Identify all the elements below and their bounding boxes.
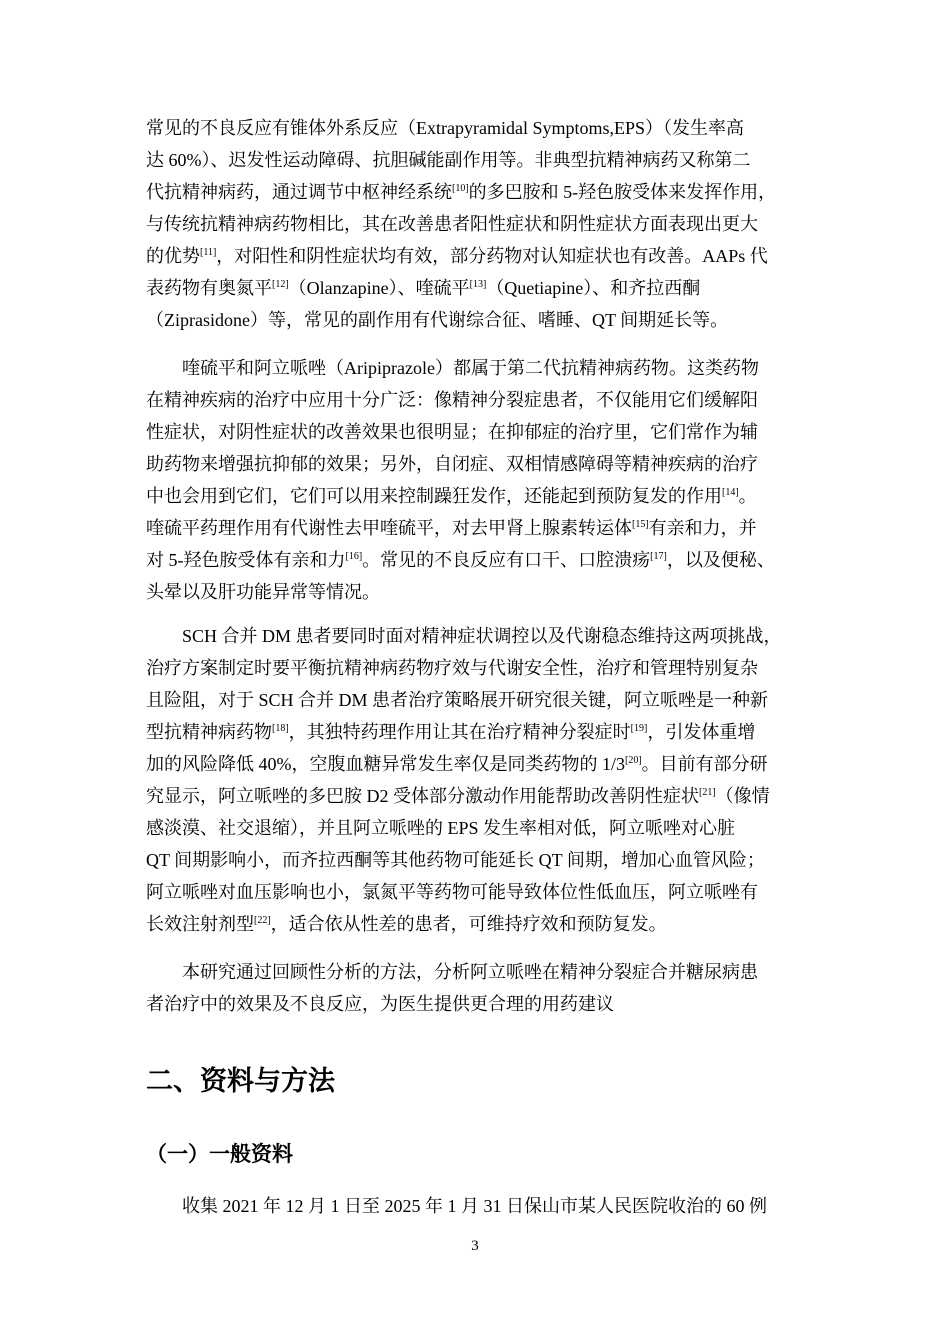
- text-line: [146, 416, 806, 448]
- citation-ref: [20]: [625, 755, 642, 766]
- text-run: ，以及便秘、: [666, 550, 775, 570]
- text-line: [146, 844, 806, 876]
- text-run: 治疗方案制定时要平衡抗精神病药物疗效与代谢安全性，治疗和管理特别复杂: [146, 658, 758, 678]
- text-run: 与传统抗精神病药物相比，其在改善患者阳性症状和阴性症状方面表现出更大: [146, 214, 758, 234]
- text-run: 在精神疾病的治疗中应用十分广泛：像精神分裂症患者，不仅能用它们缓解阳: [146, 390, 758, 410]
- text-line: [146, 876, 806, 908]
- text-line: [146, 988, 806, 1020]
- text-run: 对 5-羟色胺受体有亲和力: [146, 550, 346, 570]
- text-run: 。: [738, 486, 757, 506]
- text-run: 。目前有部分研: [641, 754, 768, 774]
- text-line: [146, 780, 806, 812]
- text-line: [182, 956, 806, 988]
- text-run: ，其独特药理作用让其在治疗精神分裂症时: [288, 722, 631, 742]
- citation-ref: [15]: [632, 519, 649, 530]
- citation-ref: [19]: [630, 723, 648, 734]
- section-heading: 二、资料与方法: [146, 1066, 335, 1097]
- text-run: 代抗精神病药，通过调节中枢神经系统: [146, 182, 452, 202]
- text-line: [146, 576, 806, 608]
- text-run: 收集 2021 年 12 月 1 日至 2025 年 1 月 31 日保山市某人民医院收治的 60 例: [182, 1196, 767, 1216]
- page-number: 3: [471, 1238, 479, 1254]
- text-run: 。常见的不良反应有口干、口腔溃疡: [362, 550, 651, 570]
- text-run: 头晕以及肝功能异常等情况。: [146, 582, 380, 602]
- text-run: 常见的不良反应有锥体外系反应（Extrapyramidal Symptoms,EPS）（发生率高: [146, 118, 744, 138]
- text-line: [146, 652, 806, 684]
- text-run: 性症状，对阴性症状的改善效果也很明显；在抑郁症的治疗里，它们常作为辅: [146, 422, 758, 442]
- text-run: 的多巴胺和 5-羟色胺受体来发挥作用，: [468, 182, 777, 202]
- text-run: 阿立哌唑对血压影响也小，氯氮平等药物可能导致体位性低血压，阿立哌唑有: [146, 882, 758, 902]
- text-run: 加的风险降低 40%，空腹血糖异常发生率仅是同类药物的 1/3: [146, 754, 625, 774]
- text-run: QT 间期影响小，而齐拉西酮等其他药物可能延长 QT 间期，增加心血管风险；: [146, 850, 765, 870]
- citation-ref: [22]: [254, 915, 271, 926]
- citation-ref: [12]: [272, 279, 289, 290]
- text-run: 喹硫平药理作用有代谢性去甲喹硫平，对去甲肾上腺素转运体: [146, 518, 632, 538]
- text-line: [146, 812, 806, 844]
- text-line: [146, 448, 806, 480]
- text-run: 表药物有奥氮平: [146, 278, 272, 298]
- citation-ref: [16]: [345, 551, 363, 562]
- citation-ref: [14]: [722, 487, 739, 498]
- text-line: [182, 1190, 806, 1222]
- text-line: [146, 384, 806, 416]
- text-line: [146, 544, 806, 576]
- text-run: SCH 合并 DM 患者要同时面对精神症状调控以及代谢稳态维持这两项挑战，: [182, 626, 782, 646]
- text-line: [146, 716, 806, 748]
- text-run: 型抗精神病药物: [146, 722, 272, 742]
- text-run: 且险阻，对于 SCH 合并 DM 患者治疗策略展开研究很关键，阿立哌唑是一种新: [146, 690, 769, 710]
- citation-ref: [21]: [699, 787, 716, 798]
- subsection-heading: （一）一般资料: [146, 1142, 293, 1166]
- text-line: [146, 176, 806, 208]
- text-line: [146, 304, 806, 336]
- text-run: 的优势: [146, 246, 200, 266]
- citation-ref: [11]: [200, 247, 217, 258]
- text-run: 本研究通过回顾性分析的方法，分析阿立哌唑在精神分裂症合并糖尿病患: [182, 962, 758, 982]
- text-line: [146, 480, 806, 512]
- text-line: [146, 684, 806, 716]
- text-line: [146, 908, 806, 940]
- text-run: 喹硫平和阿立哌唑（Aripiprazole）都属于第二代抗精神病药物。这类药物: [182, 358, 759, 378]
- text-line: [146, 112, 806, 144]
- text-run: （Quetiapine）、和齐拉西酮: [486, 278, 701, 298]
- text-run: 者治疗中的效果及不良反应，为医生提供更合理的用药建议: [146, 994, 614, 1014]
- text-line: [146, 144, 806, 176]
- text-run: （像情: [715, 786, 770, 806]
- text-run: ，适合依从性差的患者，可维持疗效和预防复发。: [270, 914, 667, 934]
- text-line: [182, 352, 806, 384]
- text-line: [146, 512, 806, 544]
- text-run: 中也会用到它们，它们可以用来控制躁狂发作，还能起到预防复发的作用: [146, 486, 722, 506]
- text-run: 感淡漠、社交退缩），并且阿立哌唑的 EPS 发生率相对低，阿立哌唑对心脏: [146, 818, 736, 838]
- text-line: [146, 240, 806, 272]
- text-run: 有亲和力，并: [648, 518, 757, 538]
- citation-ref: [10]: [452, 183, 469, 194]
- text-run: （Olanzapine）、喹硫平: [288, 278, 470, 298]
- text-run: 达 60%）、迟发性运动障碍、抗胆碱能副作用等。非典型抗精神病药又称第二: [146, 150, 751, 170]
- text-run: （Ziprasidone）等，常见的副作用有代谢综合征、嗜睡、QT 间期延长等。: [146, 310, 729, 330]
- text-line: [146, 272, 806, 304]
- text-line: [182, 620, 806, 652]
- text-line: [146, 748, 806, 780]
- citation-ref: [13]: [469, 279, 487, 290]
- text-run: 助药物来增强抗抑郁的效果；另外，自闭症、双相情感障碍等精神疾病的治疗: [146, 454, 758, 474]
- text-run: 究显示，阿立哌唑的多巴胺 D2 受体部分激动作用能帮助改善阴性症状: [146, 786, 699, 806]
- text-run: ，引发体重增: [647, 722, 756, 742]
- citation-ref: [18]: [272, 723, 289, 734]
- text-run: 长效注射剂型: [146, 914, 254, 934]
- text-line: [146, 208, 806, 240]
- citation-ref: [17]: [650, 551, 667, 562]
- text-run: ，对阳性和阴性症状均有效，部分药物对认知症状也有改善。AAPs 代: [216, 246, 768, 266]
